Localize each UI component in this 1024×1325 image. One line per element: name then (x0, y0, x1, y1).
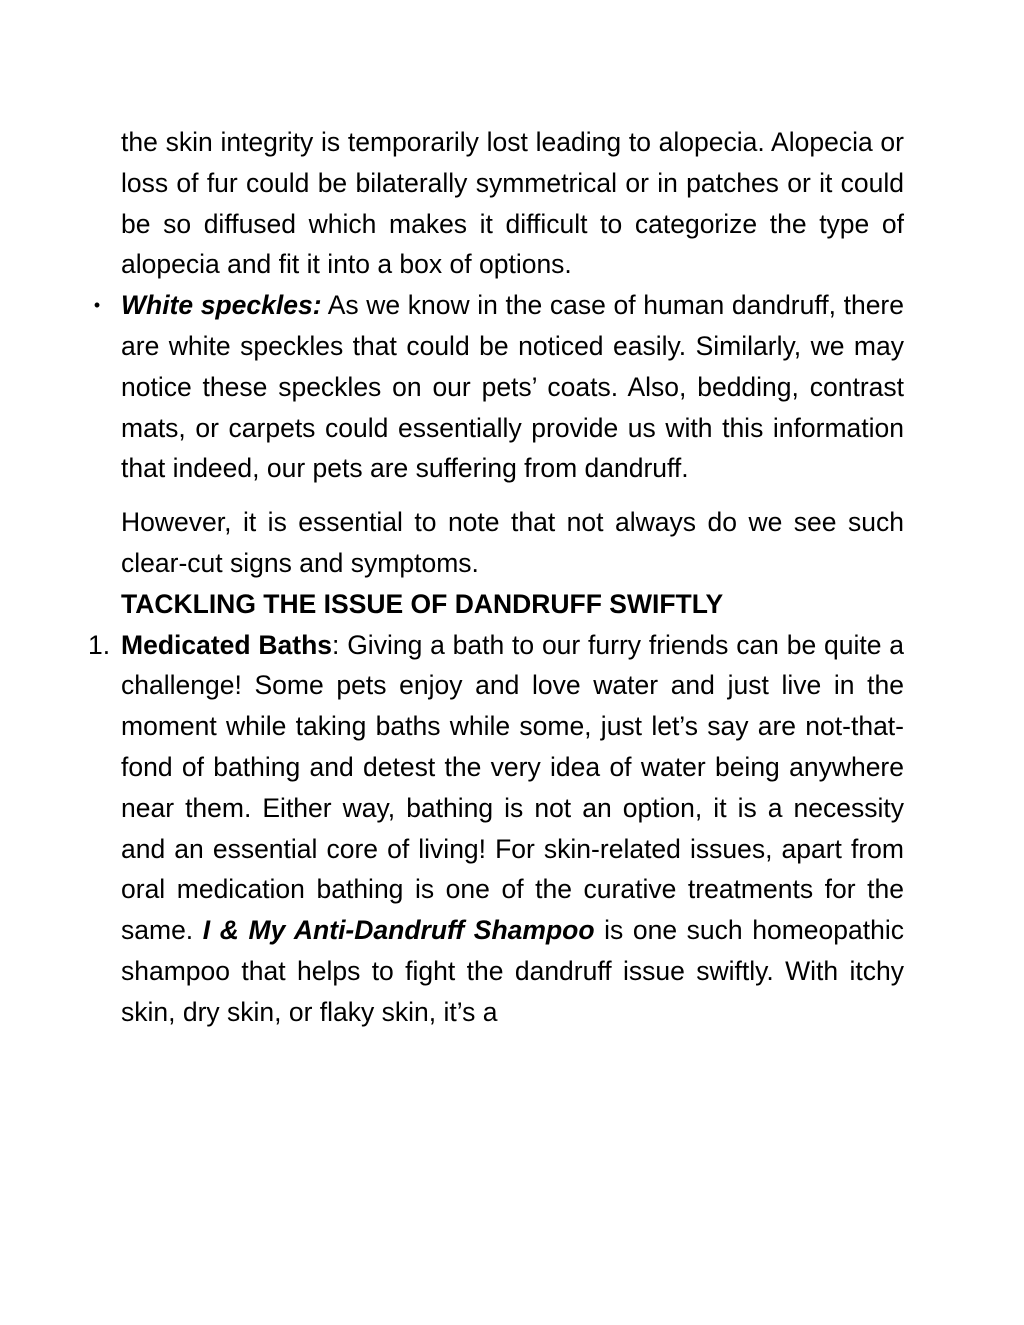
item-term: Medicated Baths (121, 629, 333, 660)
bullet-paragraph (121, 285, 904, 489)
bullet-term: White speckles: (121, 290, 322, 321)
note-paragraph (121, 502, 904, 584)
bullet-item-white-speckles (93, 285, 904, 489)
continuation-paragraph (121, 122, 904, 285)
note-text: However, it is essential to note that not always do we see such clear-cut signs and symptoms. (121, 507, 904, 578)
page-content (88, 122, 905, 1033)
product-name: I & My Anti-Dandruff Shampoo (202, 915, 595, 946)
bullet-marker: • (93, 295, 101, 316)
bullet-text: As we know in the case of human dandruff, there are white speckles that could be noticed easily. Similarly, we may notice these speckles on our pets’ coats. Also, bedding, contrast mats, or carpets could essentially provide us with this information that indeed, our pets are suffering from dandruff. (121, 290, 904, 484)
list-number: 1. (88, 629, 111, 660)
numbered-paragraph (121, 625, 904, 1033)
section-heading: TACKLING THE ISSUE OF DANDRUFF SWIFTLY (121, 588, 724, 619)
item-text-after-product: is one such homeopathic shampoo that helps to fight the dandruff issue swiftly. With itchy skin, dry skin, or flaky skin, it’s a (121, 915, 904, 1027)
item-text-before-product: : Giving a bath to our furry friends can be quite a challenge! Some pets enjoy and love water and just live in the moment while taking baths while some, just let’s say are not-that-fond of bathing and detest the very idea of water being anywhere near them. Either way, bathing is not an option, it is a necessity and an essential core of living! For skin-related issues, apart from oral medication bathing is one of the curative treatments for the same. (121, 629, 905, 946)
continuation-text: the skin integrity is temporarily lost leading to alopecia. Alopecia or loss of fur could be bilaterally symmetrical or in patches or it could be so diffused which makes it difficult to categorize the type of alopecia and fit it into a box of options. (121, 127, 904, 280)
numbered-item-medicated-baths (88, 625, 905, 1033)
